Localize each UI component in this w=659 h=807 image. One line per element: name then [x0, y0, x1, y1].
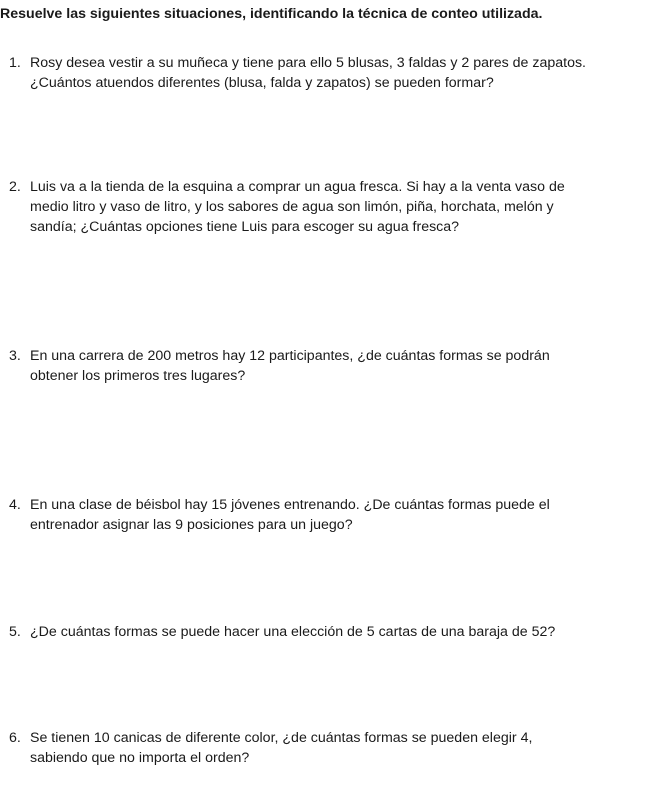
problem-text — [30, 346, 659, 386]
problem-line: obtener los primeros tres lugares? — [30, 368, 246, 384]
problem-line: sabiendo que no importa el orden? — [30, 750, 250, 766]
problem-line: Luis va a la tienda de la esquina a comprar un agua fresca. Si hay a la venta vaso de — [30, 179, 565, 195]
problem-line: sandía; ¿Cuántas opciones tiene Luis para escoger su agua fresca? — [30, 219, 460, 235]
problem-line: entrenador asignar las 9 posiciones para un juego? — [30, 517, 353, 533]
page-title: Resuelve las siguientes situaciones, identificando la técnica de conteo utilizada. — [0, 6, 543, 22]
problem-text — [30, 728, 659, 768]
problem-line: En una clase de béisbol hay 15 jóvenes entrenando. ¿De cuántas formas puede el — [30, 497, 550, 513]
problem-text — [30, 495, 659, 535]
problem-number: 4. — [9, 497, 21, 513]
problem-line: ¿De cuántas formas se puede hacer una elección de 5 cartas de una baraja de 52? — [30, 624, 556, 640]
problem-text — [30, 53, 659, 93]
problem-number: 1. — [9, 55, 21, 71]
problem-number: 6. — [9, 730, 21, 746]
problem-number: 2. — [9, 179, 21, 195]
problem-line: Se tienen 10 canicas de diferente color, ¿de cuántas formas se pueden elegir 4, — [30, 730, 533, 746]
problem-line: En una carrera de 200 metros hay 12 participantes, ¿de cuántas formas se podrán — [30, 348, 550, 364]
problem-text — [30, 622, 659, 642]
problem-number: 5. — [9, 624, 21, 640]
problem-text — [30, 177, 659, 237]
problem-line: medio litro y vaso de litro, y los sabores de agua son limón, piña, horchata, melón y — [30, 199, 554, 215]
problem-line: Rosy desea vestir a su muñeca y tiene para ello 5 blusas, 3 faldas y 2 pares de zapatos. — [30, 55, 586, 71]
problem-line: ¿Cuántos atuendos diferentes (blusa, falda y zapatos) se pueden formar? — [30, 75, 494, 91]
problem-number: 3. — [9, 348, 21, 364]
